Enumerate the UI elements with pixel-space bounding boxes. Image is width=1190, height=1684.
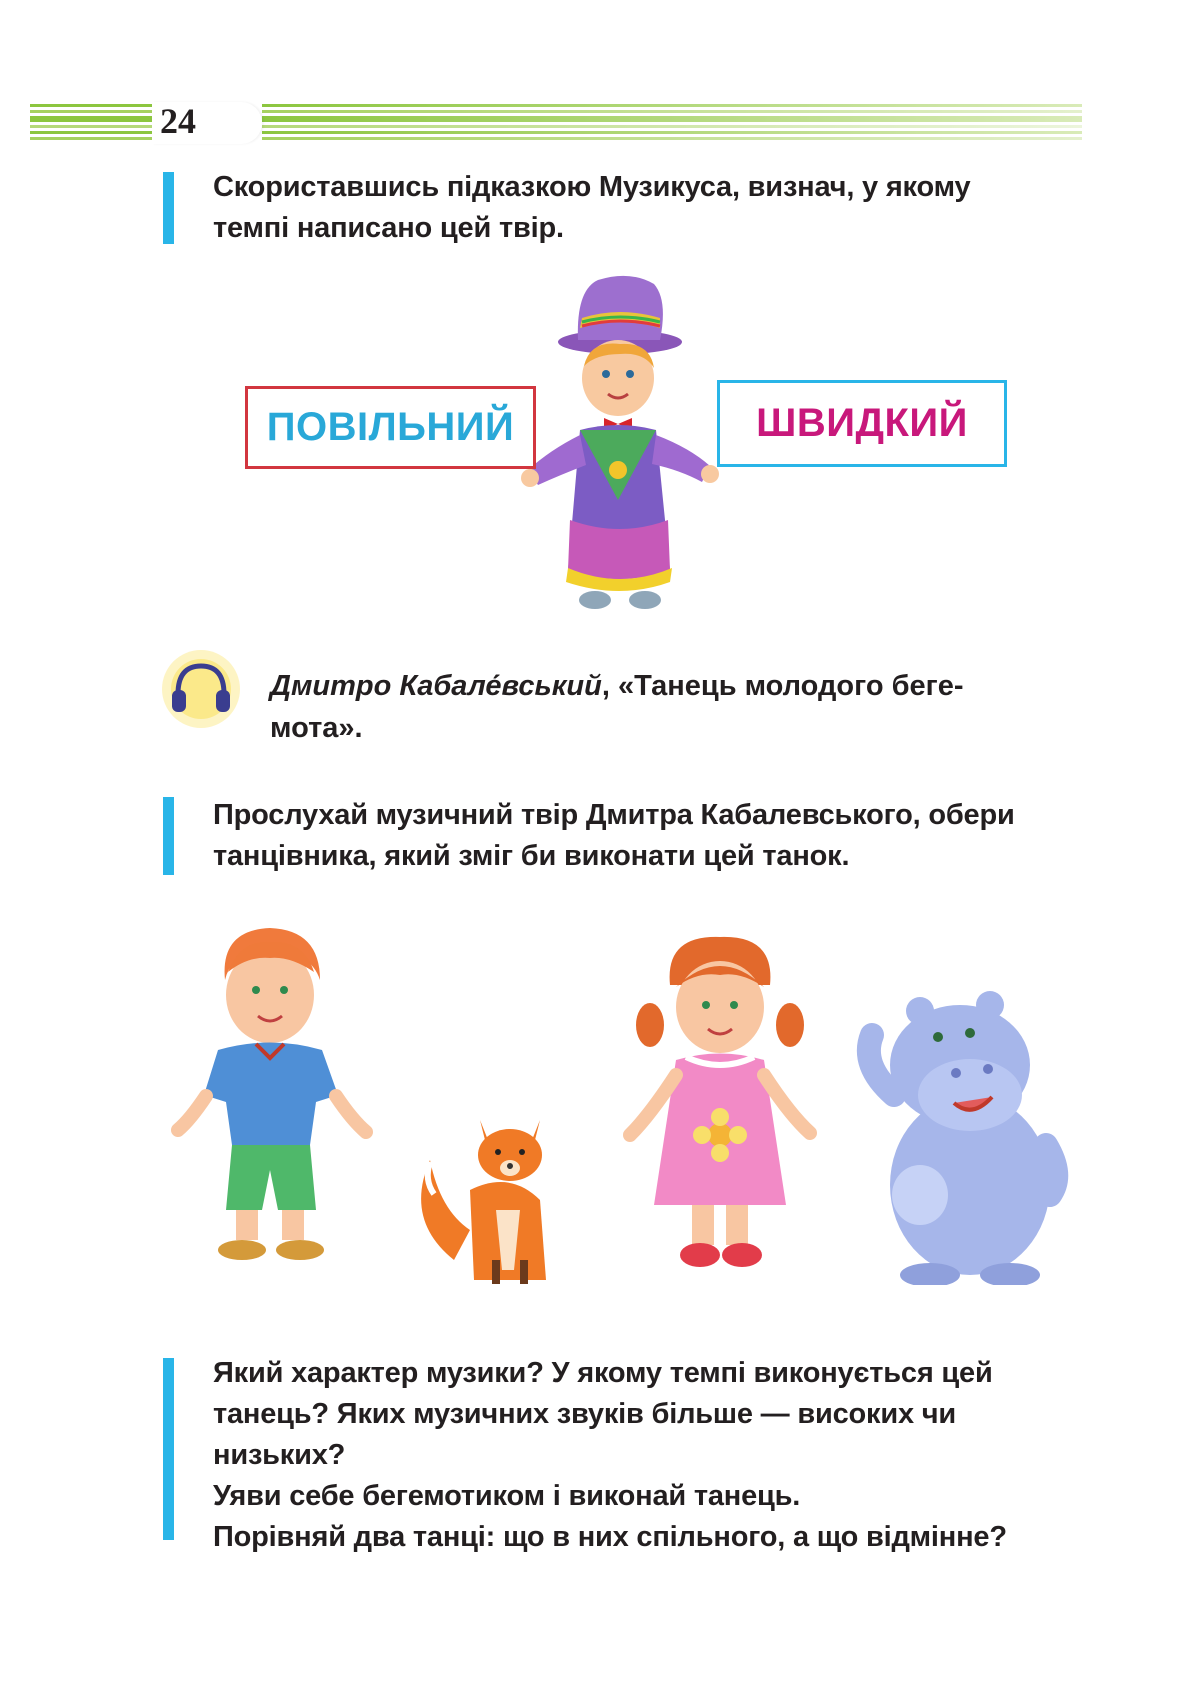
task-3-text bbox=[213, 1353, 1083, 1558]
task-bar-1 bbox=[163, 172, 174, 244]
header-stripes-left bbox=[30, 104, 160, 142]
listening-text bbox=[270, 665, 1082, 749]
task-3-line-4: Уяви себе бегемотиком і виконай танець. bbox=[213, 1480, 801, 1512]
task-1-line-1: Скориставшись підказкою Музикуса, визнач, у якому bbox=[213, 171, 971, 203]
task-2-text bbox=[213, 795, 1083, 877]
tempo-card-slow: ПОВІЛЬНИЙ bbox=[245, 386, 536, 469]
headphones-icon bbox=[160, 648, 242, 730]
task-2-line-2: танцівника, який зміг би виконати цей танок. bbox=[213, 840, 850, 872]
listening-separator: , bbox=[601, 670, 618, 702]
task-bar-3 bbox=[163, 1358, 174, 1540]
task-bar-2 bbox=[163, 797, 174, 875]
task-3-line-3: низьких? bbox=[213, 1439, 346, 1471]
task-1-line-2: темпі написано цей твір. bbox=[213, 212, 564, 244]
boy-icon bbox=[170, 920, 380, 1280]
girl-icon bbox=[610, 935, 830, 1285]
piece-title-line-1: «Танець молодого беге- bbox=[617, 670, 964, 702]
tempo-card-fast: ШВИДКИЙ bbox=[717, 380, 1007, 467]
piece-title-line-2: мота». bbox=[270, 712, 363, 744]
task-3-line-2: танець? Яких музичних звуків більше — високих чи bbox=[213, 1398, 957, 1430]
hippo-icon bbox=[850, 985, 1070, 1285]
composer-name: Дмитро Кабале́вський bbox=[270, 670, 602, 702]
task-3-line-1: Який характер музики? У якому темпі виконується цей bbox=[213, 1357, 993, 1389]
task-2-line-1: Прослухай музичний твір Дмитра Кабалевського, обери bbox=[213, 799, 1015, 831]
fox-icon bbox=[410, 1110, 570, 1290]
page-number: 24 bbox=[160, 101, 196, 141]
task-1-text bbox=[213, 167, 1083, 249]
header-stripes-right bbox=[262, 104, 1082, 142]
task-3-line-5: Порівняй два танці: що в них спільного, а що відмінне? bbox=[213, 1521, 1007, 1553]
musicus-character-illustration bbox=[520, 270, 720, 645]
